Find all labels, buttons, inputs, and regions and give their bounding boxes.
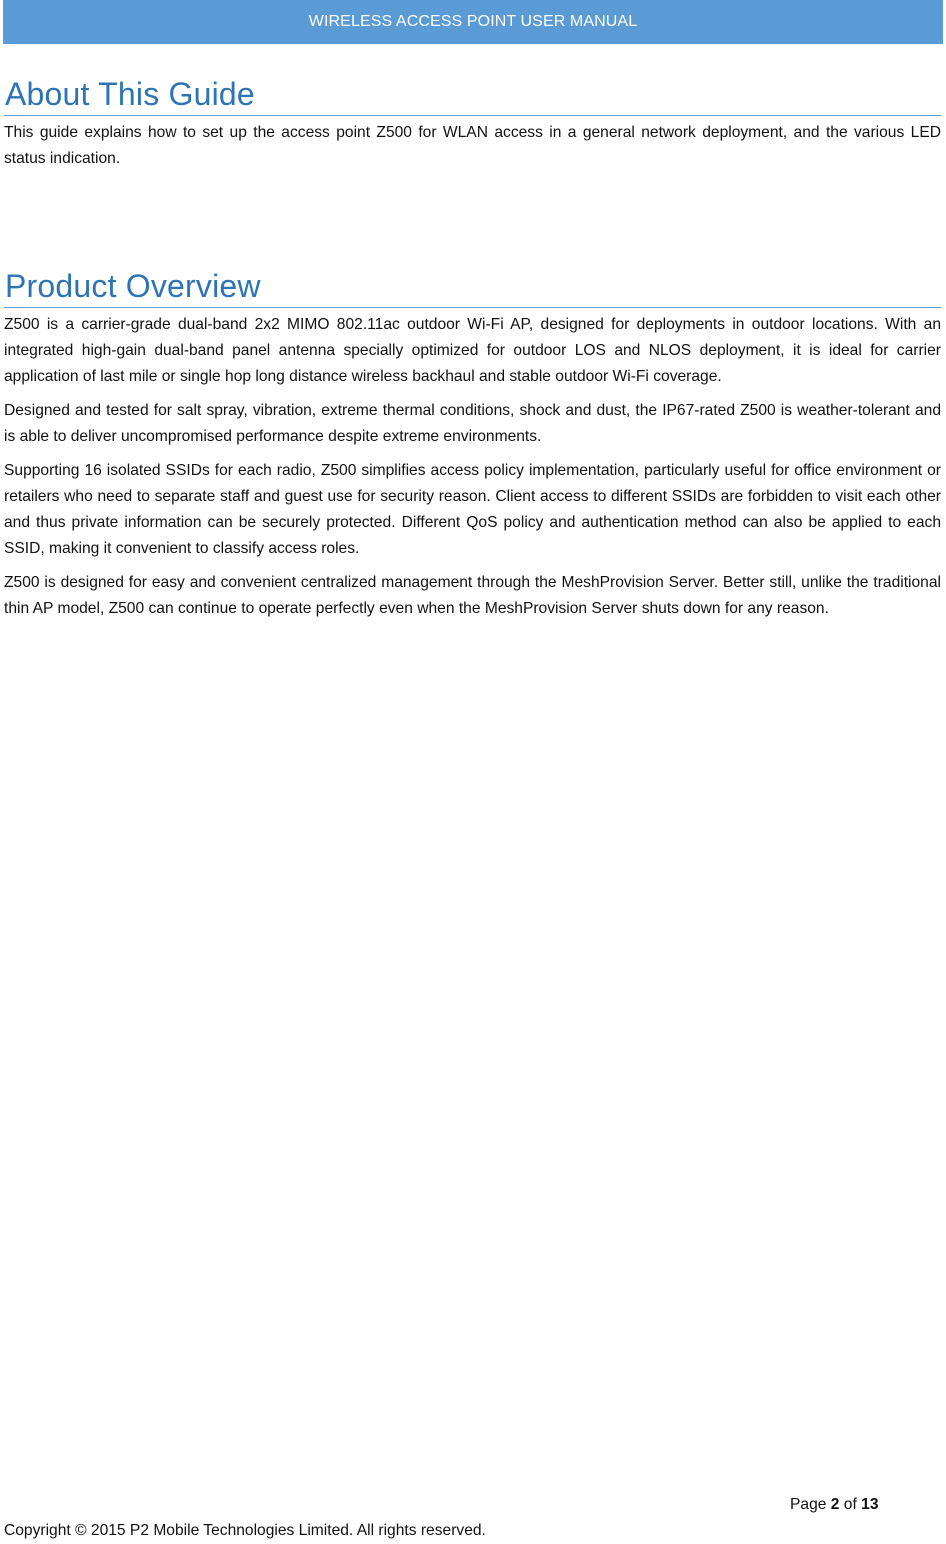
page-of: of (843, 1496, 857, 1513)
overview-paragraph-1: Z500 is a carrier-grade dual-band 2x2 MIMO 802.11ac outdoor Wi-Fi AP, designed for deployments in outdoor locations. With an integrated high-gain dual-band panel antenna specially optimized for outdoor LOS and NLOS deployment, it is ideal for carrier application of last mile or single hop long distance wireless backhaul and stable outdoor Wi-Fi coverage. (4, 316, 941, 385)
page-current: 2 (830, 1496, 840, 1513)
page-label: Page (790, 1496, 827, 1513)
page-total: 13 (861, 1496, 879, 1513)
section-about-this-guide (4, 74, 941, 172)
overview-paragraph-2: Designed and tested for salt spray, vibration, extreme thermal conditions, shock and dust, the IP67-rated Z500 is weather-tolerant and is able to deliver uncompromised performance despite extreme environments. (4, 402, 941, 445)
section-heading-about: About This Guide (4, 74, 941, 116)
section-product-overview (4, 266, 941, 622)
overview-paragraph-4: Z500 is designed for easy and convenient centralized management through the MeshProvision Server. Better still, unlike the traditional thin AP model, Z500 can continue to operate perfectly even when the MeshProvision Server shuts down for any reason. (4, 574, 941, 617)
overview-paragraph-3: Supporting 16 isolated SSIDs for each radio, Z500 simplifies access policy implementation, particularly useful for office environment or retailers who need to separate staff and guest use for security reason. Client access to different SSIDs are forbidden to visit each other and thus private information can be securely protected. Different QoS policy and authentication method can also be applied to each SSID, making it convenient to classify access roles. (4, 462, 941, 557)
about-paragraph: This guide explains how to set up the access point Z500 for WLAN access in a general network deployment, and the various LED status indication. (4, 124, 941, 167)
header-bar (3, 0, 943, 44)
page-number (790, 1494, 879, 1516)
document-title: WIRELESS ACCESS POINT USER MANUAL (308, 13, 638, 30)
copyright-notice: Copyright © 2015 P2 Mobile Technologies Limited. All rights reserved. (4, 1522, 486, 1539)
section-heading-overview: Product Overview (4, 266, 941, 308)
